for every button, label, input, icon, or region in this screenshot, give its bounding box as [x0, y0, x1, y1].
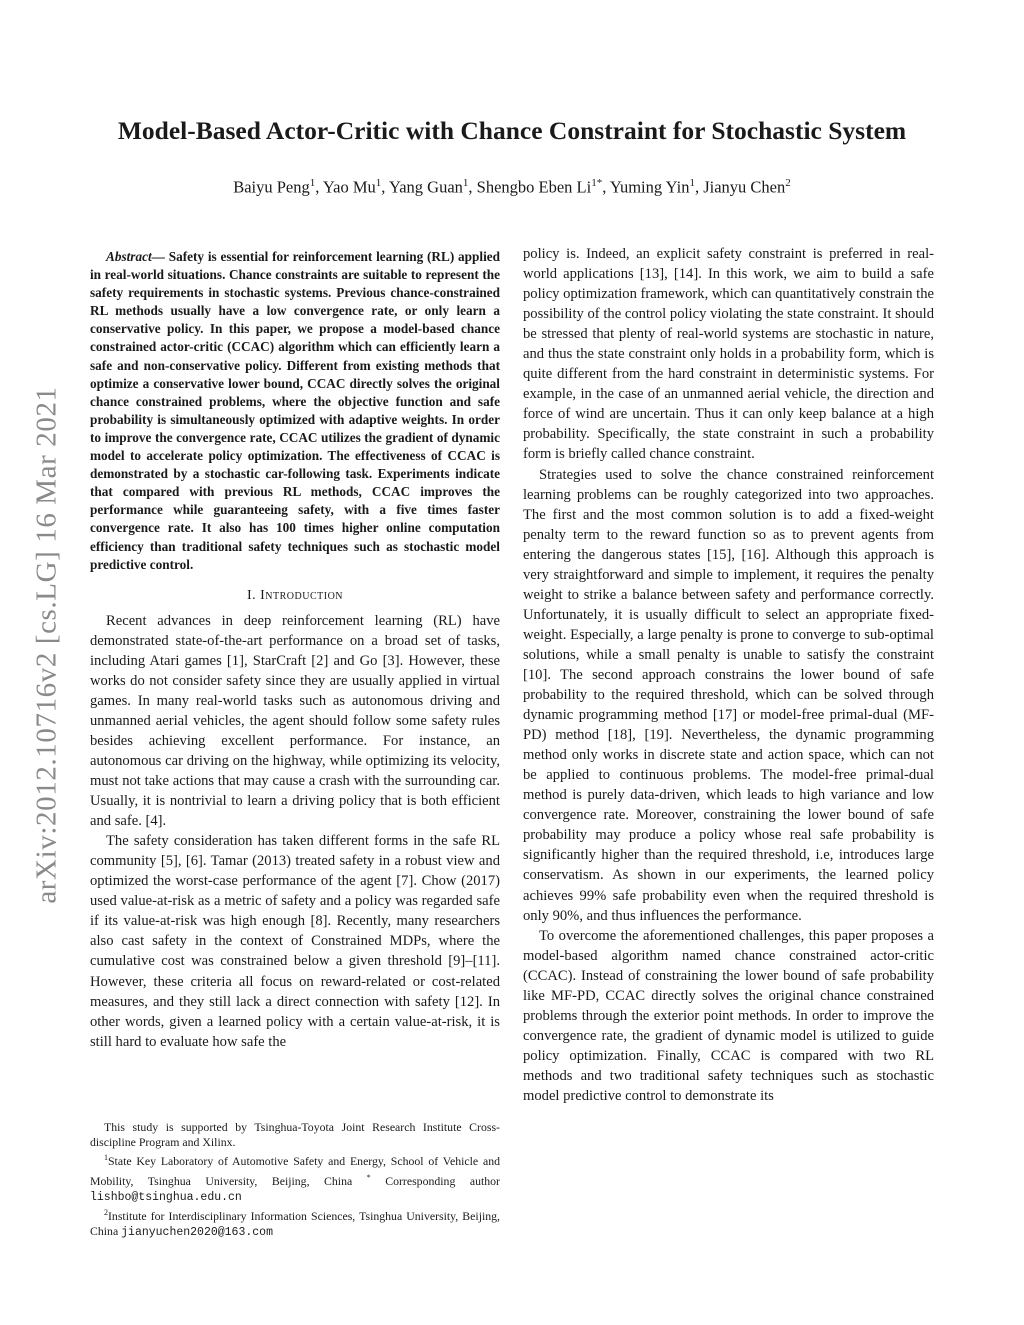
intro-paragraph: The safety consideration has taken different forms in the safe RL community [5], [6]. Tamar (2013) treated safety in a robust view and optimized the worst-case performance of the agent [7]. Chow (2017) used value-at-risk as a metric of safety and a policy was regarded safe if its value-at-risk was high enough [8]. Recently, many researchers also cast safety in the context of Constrained MDPs, where the cumulative cost was constrained below a given threshold [9]–[11]. However, these criteria all focus on reward-related or cost-related measures, and they still lack a direct connection with safety [12]. In other words, given a learned policy with a certain value-at-risk, it is still hard to evaluate how safe the	[90, 833, 500, 1050]
intro-paragraph: Strategies used to solve the chance constrained reinforcement learning problems can be roughly categorized into two approaches. The first and the most common solution is to add a fixed-weight penalty term to the reward function so as to prevent agents from entering the dangerous states [15], [16]. Although this approach is very straightforward and simple to implement, it requires the penalty weight to strike a balance between safety and performance correctly. Unfortunately, it is usually difficult to select an appropriate fixed-weight. Especially, a large penalty is prone to converge to sub-optimal solutions, while a small penalty is unable to satisfy the constraint [10]. The second approach constrains the lower bound of safe probability to the required threshold, which can be solved through dynamic programming method [17] or model-free primal-dual (MF-PD) method [18], [19]. Nevertheless, the dynamic programming method only works in discrete state and action space, which can not be applied to continuous problems. The model-free primal-dual method is purely data-driven, which leads to high variance and low convergence rate. Moreover, constraining the lower bound of safe probability may produce a policy whose real safe probability is significantly higher than the required threshold, i.e, introduces large conservatism. As shown in our experiments, the learned policy achieves 99% safe probability even when the required threshold is only 90%, and thus influences the performance.	[523, 466, 934, 924]
arxiv-sidebar	[30, 345, 64, 945]
left-column	[90, 244, 500, 1052]
author-affiliation-mark: 2	[785, 177, 791, 189]
footnote-mark: 1	[104, 1153, 108, 1163]
section-number: I.	[246, 587, 261, 603]
author-name: Jianyu Chen	[703, 177, 786, 197]
corresponding-mark: *	[366, 1172, 371, 1182]
author-affiliation-mark: 1	[689, 177, 695, 189]
author-affiliation-mark: 1	[375, 177, 382, 189]
abstract-dash: —	[151, 249, 169, 264]
right-column	[523, 244, 934, 1106]
author-affiliation-mark: 1*	[591, 177, 603, 189]
arxiv-identifier: arXiv:2012.10716v2 [cs.LG] 16 Mar 2021	[30, 386, 63, 904]
author-name: Shengbo Eben Li	[476, 177, 592, 197]
author-name: Yang Guan	[388, 177, 463, 197]
abstract-label: Abstract	[106, 249, 152, 264]
author-name: Yuming Yin	[609, 177, 690, 197]
author-list: Baiyu Peng$^1$, Yao Mu$^1$, Yang Guan$^1$, Shengbo Eben $Li^{1*}$, Yuming Yin$^1$, Jianyu Chen$^2$	[233, 177, 791, 197]
corresponding-text: Corresponding author	[370, 1173, 500, 1188]
footnotes	[90, 1120, 500, 1240]
funding-footnote: This study is supported by Tsinghua-Toyota Joint Research Institute Cross-discipline Program and Xilinx.	[90, 1120, 500, 1150]
section-heading-introduction	[90, 588, 500, 604]
affiliation-footnote-1	[90, 1150, 500, 1204]
email-link[interactable]: jianyuchen2020@163.com	[121, 1225, 273, 1239]
email-link[interactable]: lishbo@tsinghua.edu.cn	[90, 1190, 242, 1204]
abstract-text: Safety is essential for reinforcement learning (RL) applied in real-world situations. Chance constraints are suitable to represent the safety requirements in stochastic systems. Previous chance-constrained RL methods usually have a low convergence rate, or only learn a conservative policy. In this paper, we propose a model-based chance constrained actor-critic (CCAC) algorithm which can efficiently learn a safe and non-conservative policy. Different from existing methods that optimize a conservative lower bound, CCAC directly solves the original chance constrained problems, where the objective function and safe probability is simultaneously optimized with adaptive weights. In order to improve the convergence rate, CCAC utilizes the gradient of dynamic model to accelerate policy optimization. The effectiveness of CCAC is demonstrated by a stochastic car-following task. Experiments indicate that compared with previous RL methods, CCAC improves the performance while guaranteeing safety, with a five times faster convergence rate. It also has 100 times higher online computation efficiency than traditional safety techniques such as stochastic model predictive control.	[90, 249, 500, 572]
affiliation-text: State Key Laboratory of Automotive Safety and Energy, School of Vehicle and Mobility, Tsinghua University, Beijing, China	[90, 1154, 500, 1188]
abstract	[90, 248, 500, 574]
affiliation-text: Institute for Interdisciplinary Information Sciences, Tsinghua University, Beijing, China	[90, 1208, 500, 1238]
author-name: Yao Mu	[322, 177, 376, 197]
intro-paragraph-continued: policy is. Indeed, an explicit safety constraint is preferred in real-world applications [13], [14]. In this work, we aim to build a safe policy optimization framework, which can quantitatively constrain the possibility of the control policy violating the state constraint. It should be stressed that plenty of real-world systems are stochastic in nature, and thus the state constraint only holds in a probability form, which is quite different from the hard constraint in deterministic systems. For example, in the case of an unmanned aerial vehicle, the direction and force of wind are uncertain. Thus it can only keep balance at a high probability. Specifically, the state constraint in such a probability form is briefly called chance constraint.	[523, 246, 934, 463]
paper-title: Model-Based Actor-Critic with Chance Constraint for Stochastic System	[117, 116, 907, 145]
affiliation-footnote-2	[90, 1205, 500, 1240]
intro-paragraph: To overcome the aforementioned challenges, this paper proposes a model-based algorithm named chance constrained actor-critic (CCAC). Instead of constraining the lower bound of safe probability like MF-PD, CCAC directly solves the original chance constrained problems through the exterior point methods. In order to improve the convergence rate, the gradient of dynamic model is utilized to guide policy optimization. Finally, CCAC is compared with two RL methods and two traditional safety techniques such as stochastic model predictive control to demonstrate its	[523, 927, 934, 1104]
intro-paragraph: Recent advances in deep reinforcement learning (RL) have demonstrated state-of-the-art performance on a broad set of tasks, including Atari games [1], StarCraft [2] and Go [3]. However, these works do not consider safety since they are usually applied in virtual games. In many real-world tasks such as autonomous driving and unmanned aerial vehicles, the agent should follow some safety rules besides achieving excellent performance. For instance, an autonomous car driving on the highway, while optimizing its velocity, must not take actions that may cause a crash with the surrounding car. Usually, it is nontrivial to learn a driving policy that is both efficient and safe. [4].	[90, 612, 500, 830]
section-title: Introduction	[260, 587, 344, 603]
author-affiliation-mark: 1	[462, 177, 469, 189]
author-name: Baiyu Peng	[233, 177, 310, 197]
author-affiliation-mark: 1	[309, 177, 316, 189]
footnote-mark: 2	[104, 1207, 108, 1217]
